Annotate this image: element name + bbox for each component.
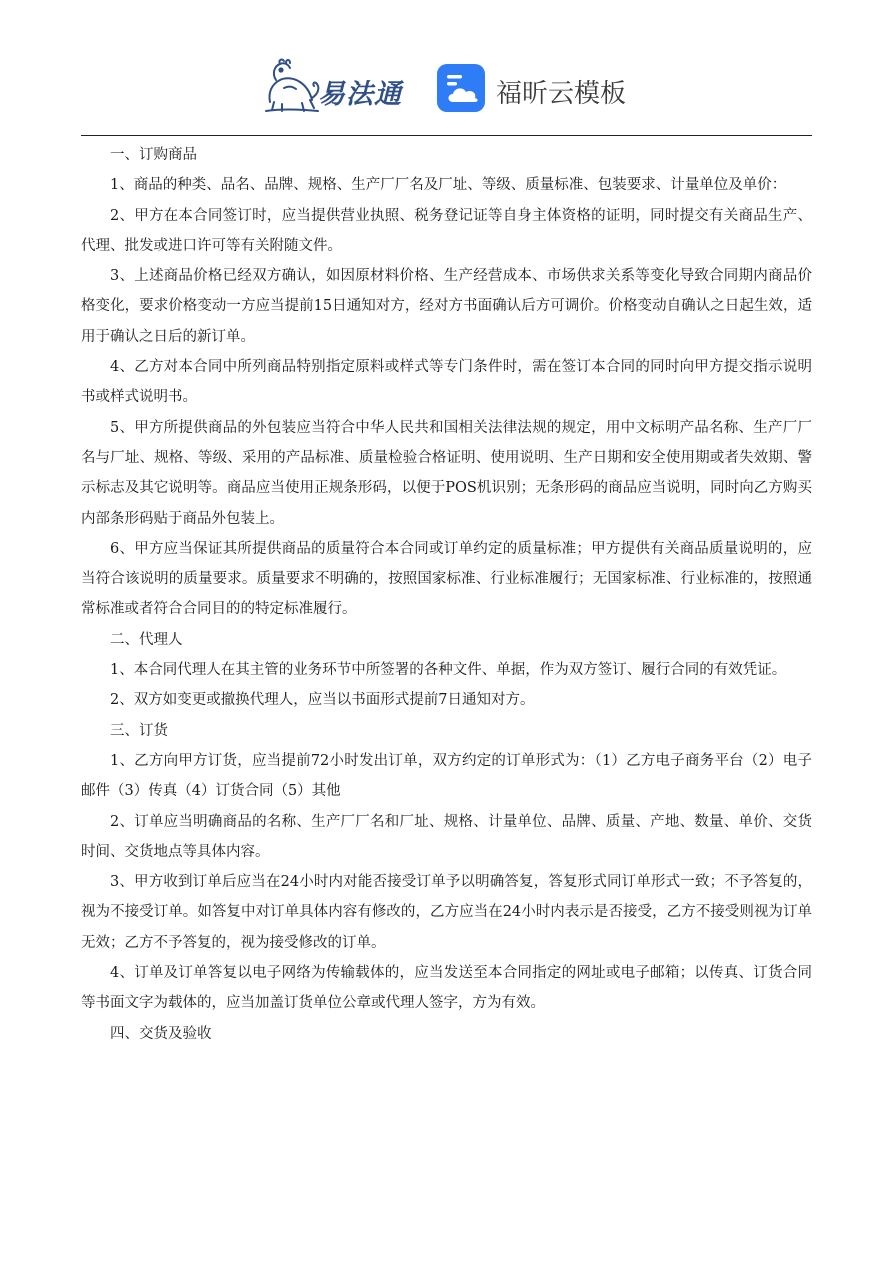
fuxin-brand-text: 福昕云模板 xyxy=(496,79,627,109)
lion-mascot-icon xyxy=(262,58,322,114)
yifatong-logo xyxy=(262,58,414,118)
clause-paragraph: 1、本合同代理人在其主管的业务环节中所签署的各种文件、单据，作为双方签订、履行合同的有效凭证。 xyxy=(110,662,787,679)
clause-paragraph: 5、甲方所提供商品的外包装应当符合中华人民共和国相关法律法规的规定，用中文标明产品名称、生产厂厂名与厂址、规格、等级、采用的产品标准、质量检验合格证明、使用说明、生产日期和安全使用期或者失效期、警示标志及其它说明等。商品应当使用正规条形码，以便于POS机识别；无条形码的商品应当说明，同时向乙方购买内部条形码贴于商品外包装上。 xyxy=(81,419,812,527)
document-body xyxy=(81,140,812,1049)
clause-paragraph: 3、上述商品价格已经双方确认，如因原材料价格、生产经营成本、市场供求关系等变化导致合同期内商品价格变化，要求价格变动一方应当提前15日通知对方，经对方书面确认后方可调价。价格变动自确认之日起生效，适用于确认之日后的新订单。 xyxy=(81,268,812,345)
clause-paragraph: 2、订单应当明确商品的名称、生产厂厂名和厂址、规格、计量单位、品牌、质量、产地、数量、单价、交货时间、交货地点等具体内容。 xyxy=(81,813,812,860)
section-heading-agent: 二、代理人 xyxy=(110,631,183,648)
fuxin-logo xyxy=(437,64,637,116)
section-heading-delivery: 四、交货及验收 xyxy=(110,1025,212,1042)
clause-paragraph: 2、甲方在本合同签订时，应当提供营业执照、税务登记证等自身主体资格的证明，同时提交有关商品生产、代理、批发或进口许可等有关附随文件。 xyxy=(81,207,812,254)
clause-paragraph: 4、乙方对本合同中所列商品特别指定原料或样式等专门条件时，需在签订本合同的同时向甲方提交指示说明书或样式说明书。 xyxy=(81,359,812,406)
page-header xyxy=(0,58,893,122)
clause-paragraph: 2、双方如变更或撤换代理人，应当以书面形式提前7日通知对方。 xyxy=(110,692,535,709)
clause-paragraph: 4、订单及订单答复以电子网络为传输载体的，应当发送至本合同指定的网址或电子邮箱；以传真、订货合同等书面文字为载体的，应当加盖订货单位公章或代理人签字，方为有效。 xyxy=(81,965,812,1012)
section-heading-ordering: 一、订购商品 xyxy=(110,147,197,163)
clause-paragraph: 1、乙方向甲方订货，应当提前72小时发出订单，双方约定的订单形式为：（1）乙方电子商务平台（2）电子邮件（3）传真（4）订货合同（5）其他 xyxy=(81,752,812,800)
yifatong-brand-text: 易法通 xyxy=(318,79,402,110)
section-heading-order: 三、订货 xyxy=(110,722,168,739)
clause-paragraph: 3、甲方收到订单后应当在24小时内对能否接受订单予以明确答复，答复形式同订单形式一致；不予答复的，视为不接受订单。如答复中对订单具体内容有修改的，乙方应当在24小时内表示是否接受，乙方不接受则视为订单无效；乙方不予答复的，视为接受修改的订单。 xyxy=(81,874,812,951)
header-divider xyxy=(81,135,812,136)
clause-paragraph: 6、甲方应当保证其所提供商品的质量符合本合同或订单约定的质量标准；甲方提供有关商品质量说明的，应当符合该说明的质量要求。质量要求不明确的，按照国家标准、行业标准履行；无国家标准、行业标准的，按照通常标准或者符合合同目的的特定标准履行。 xyxy=(81,540,812,618)
cloud-document-icon xyxy=(437,64,485,112)
clause-paragraph: 1、商品的种类、品名、品牌、规格、生产厂厂名及厂址、等级、质量标准、包装要求、计量单位及单价： xyxy=(110,177,787,194)
